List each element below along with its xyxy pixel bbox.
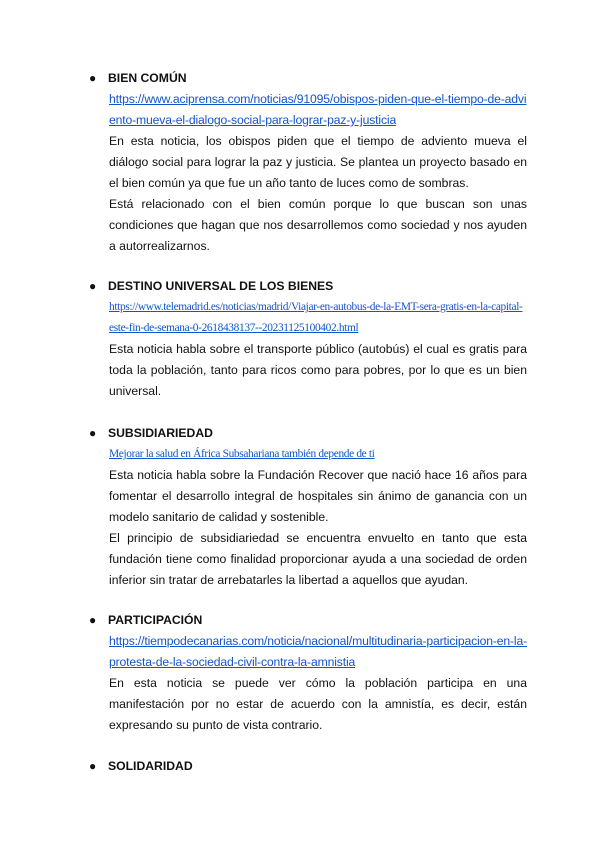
paragraph: Está relacionado con el bien común porque lo que buscan son unas condiciones que hagan que nos desarrollemos como sociedad y nos ayuden a autorrealizarnos. (109, 197, 527, 253)
heading-text: DESTINO UNIVERSAL DE LOS BIENES (108, 279, 334, 293)
heading-text: PARTICIPACIÓN (108, 613, 203, 627)
bullet-icon: ● (89, 759, 97, 773)
heading-text: BIEN COMÚN (108, 71, 187, 85)
section-heading (89, 756, 600, 777)
paragraph: Esta noticia habla sobre el transporte público (autobús) el cual es gratis para toda la población, tanto para ricos como para pobres, por lo que es un bien universal. (109, 342, 527, 398)
news-link[interactable]: https://tiempodecanarias.com/noticia/nacional/multitudinaria-participacion-en-la-protesta-de-la-sociedad-civil-contra-la-amnistia (109, 634, 528, 669)
heading-text: SOLIDARIDAD (108, 759, 193, 773)
section-participacion (0, 610, 600, 736)
bullet-icon: ● (89, 426, 97, 440)
section-subsidiariedad (0, 423, 600, 591)
section-heading (89, 276, 600, 297)
bullet-icon: ● (89, 613, 97, 627)
section-destino-universal (0, 276, 600, 402)
news-link[interactable]: https://www.aciprensa.com/noticias/91095/obispos-piden-que-el-tiempo-de-adviento-mueva-el-dialogo-social-para-lograr-paz-y-justicia (109, 92, 527, 127)
section-solidaridad (0, 756, 600, 777)
news-link[interactable]: https://www.telemadrid.es/noticias/madrid/Viajar-en-autobus-de-la-EMT-sera-gratis-en-la-capital-este-fin-de-semana-0-2618438137--20231125100402.html (109, 301, 523, 334)
section-heading (89, 423, 600, 444)
paragraph: En esta noticia se puede ver cómo la población participa en una manifestación por no estar de acuerdo con la amnistía, es decir, están expresando su punto de vista contrario. (109, 676, 527, 732)
paragraph: En esta noticia, los obispos piden que el tiempo de adviento mueva el diálogo social para lograr la paz y justicia. Se plantea un proyecto basado en el bien común ya que fue un año tanto de luces como de sombras. (109, 134, 527, 190)
paragraph: Esta noticia habla sobre la Fundación Recover que nació hace 16 años para fomentar el desarrollo integral de hospitales sin ánimo de ganancia con un modelo sanitario de calidad y sostenible. (109, 468, 527, 524)
paragraph: El principio de subsidiariedad se encuentra envuelto en tanto que esta fundación tiene como finalidad proporcionar ayuda a una sociedad de orden inferior sin tratar de arrebatarles la libertad a aquellos que ayudan. (109, 531, 527, 587)
heading-text: SUBSIDIARIEDAD (108, 426, 213, 440)
news-link[interactable]: Mejorar la salud en África Subsahariana también depende de ti (109, 448, 375, 460)
bullet-icon: ● (89, 279, 97, 293)
section-heading (89, 68, 600, 89)
bullet-icon: ● (89, 71, 97, 85)
section-heading (89, 610, 600, 631)
section-bien-comun (0, 68, 600, 257)
